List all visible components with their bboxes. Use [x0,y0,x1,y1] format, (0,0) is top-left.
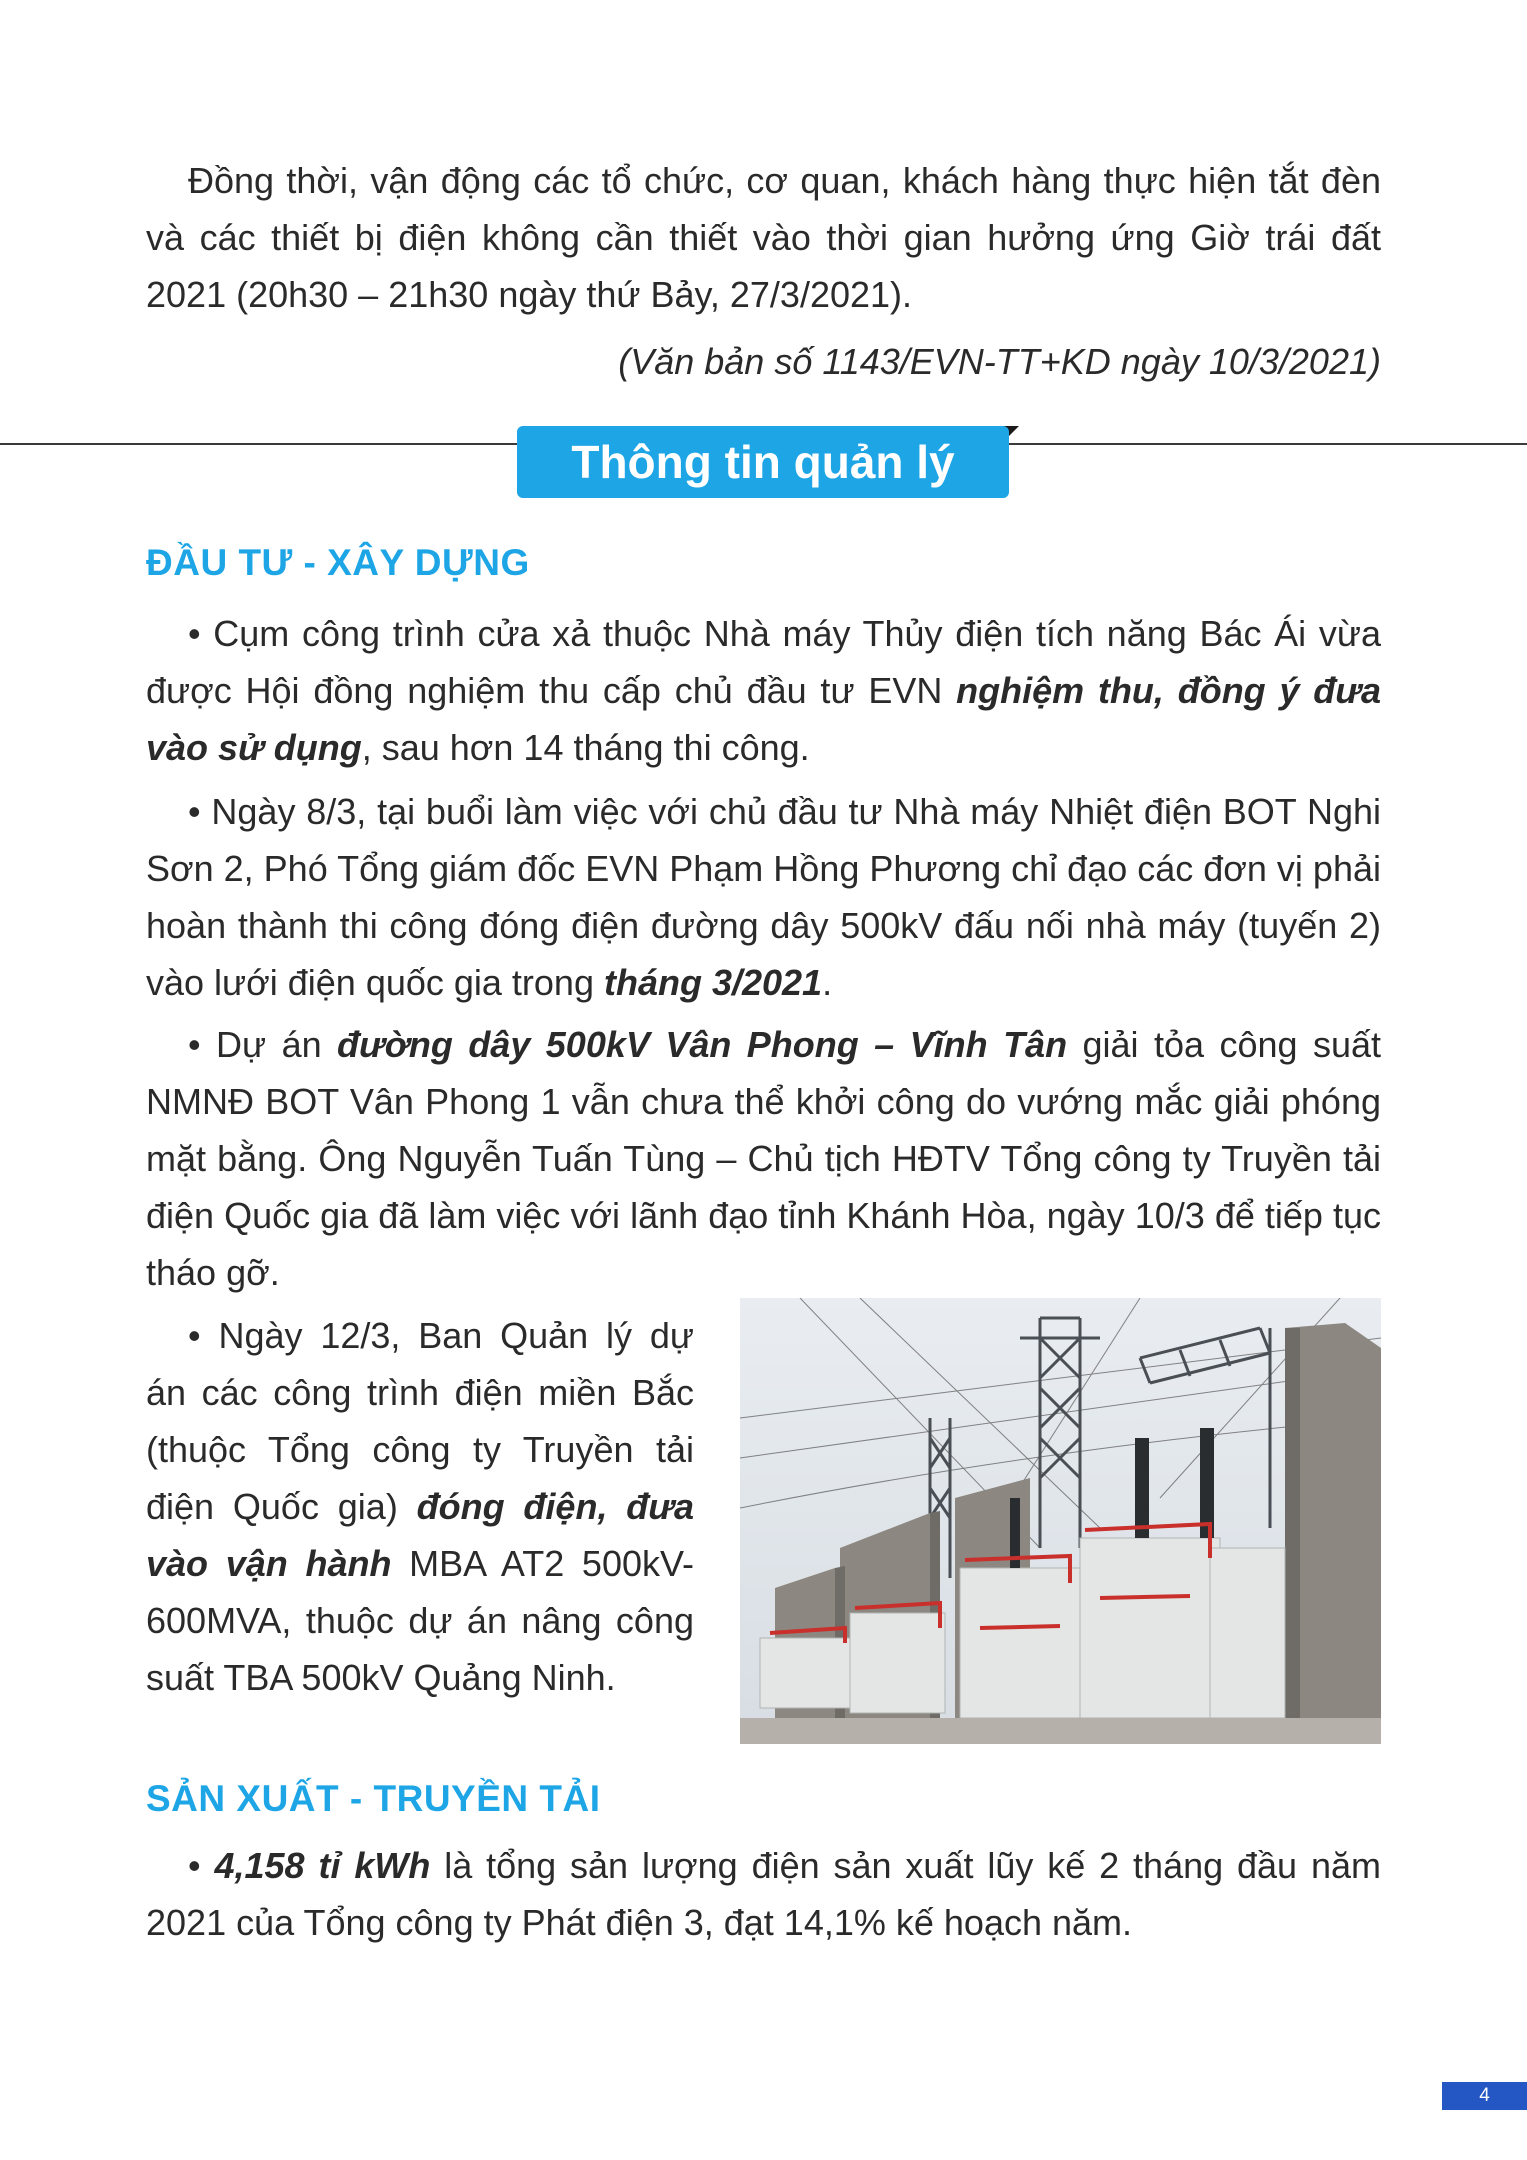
section-banner [517,426,1009,498]
list-item: • Dự án đường dây 500kV Vân Phong – Vĩnh Tân giải tỏa công suất NMNĐ BOT Vân Phong 1 vẫn chưa thể khởi công do vướng mắc giải phóng mặt bằng. Ông Nguyễn Tuấn Tùng – Chủ tịch HĐTV Tổng công ty Truyền tải điện Quốc gia đã làm việc với lãnh đạo tỉnh Khánh Hòa, ngày 10/3 để tiếp tục tháo gỡ. [146,1024,1382,1293]
intro-paragraph: Đồng thời, vận động các tổ chức, cơ quan, khách hàng thực hiện tắt đèn và các thiết bị điện không cần thiết vào thời gian hưởng ứng Giờ trái đất 2021 (20h30 – 21h30 ngày thứ Bảy, 27/3/2021). [146,160,1381,315]
banner-title: Thông tin quản lý [571,436,955,488]
substation-photo [740,1298,1381,1744]
list-item: • Ngày 8/3, tại buổi làm việc với chủ đầu tư Nhà máy Nhiệt điện BOT Nghi Sơn 2, Phó Tổng giám đốc EVN Phạm Hồng Phương chỉ đạo các đơn vị phải hoàn thành thi công đóng điện đường dây 500kV đấu nối nhà máy (tuyến 2) vào lưới điện quốc gia trong tháng 3/2021. [146,791,1381,1003]
page-number: 4 [1442,2082,1527,2110]
list-item: • Ngày 12/3, Ban Quản lý dự án các công trình điện miền Bắc (thuộc Tổng công ty Truyền tải điện Quốc gia) đóng điện, đưa vào vận hành MBA AT2 500kV-600MVA, thuộc dự án nâng công suất TBA 500kV Quảng Ninh. [146,1315,694,1698]
section-heading-production: SẢN XUẤT - TRUYỀN TẢI [146,1778,601,1819]
list-item: • Cụm công trình cửa xả thuộc Nhà máy Thủy điện tích năng Bác Ái vừa được Hội đồng nghiệm thu cấp chủ đầu tư EVN nghiệm thu, đồng ý đưa vào sử dụng, sau hơn 14 tháng thi công. [146,613,1381,768]
section-heading-investment: ĐẦU TƯ - XÂY DỰNG [146,542,530,583]
intro-reference: (Văn bản số 1143/EVN-TT+KD ngày 10/3/2021) [618,341,1381,382]
list-item: • 4,158 tỉ kWh là tổng sản lượng điện sản xuất lũy kế 2 tháng đầu năm 2021 của Tổng công ty Phát điện 3, đạt 14,1% kế hoạch năm. [146,1845,1381,1943]
